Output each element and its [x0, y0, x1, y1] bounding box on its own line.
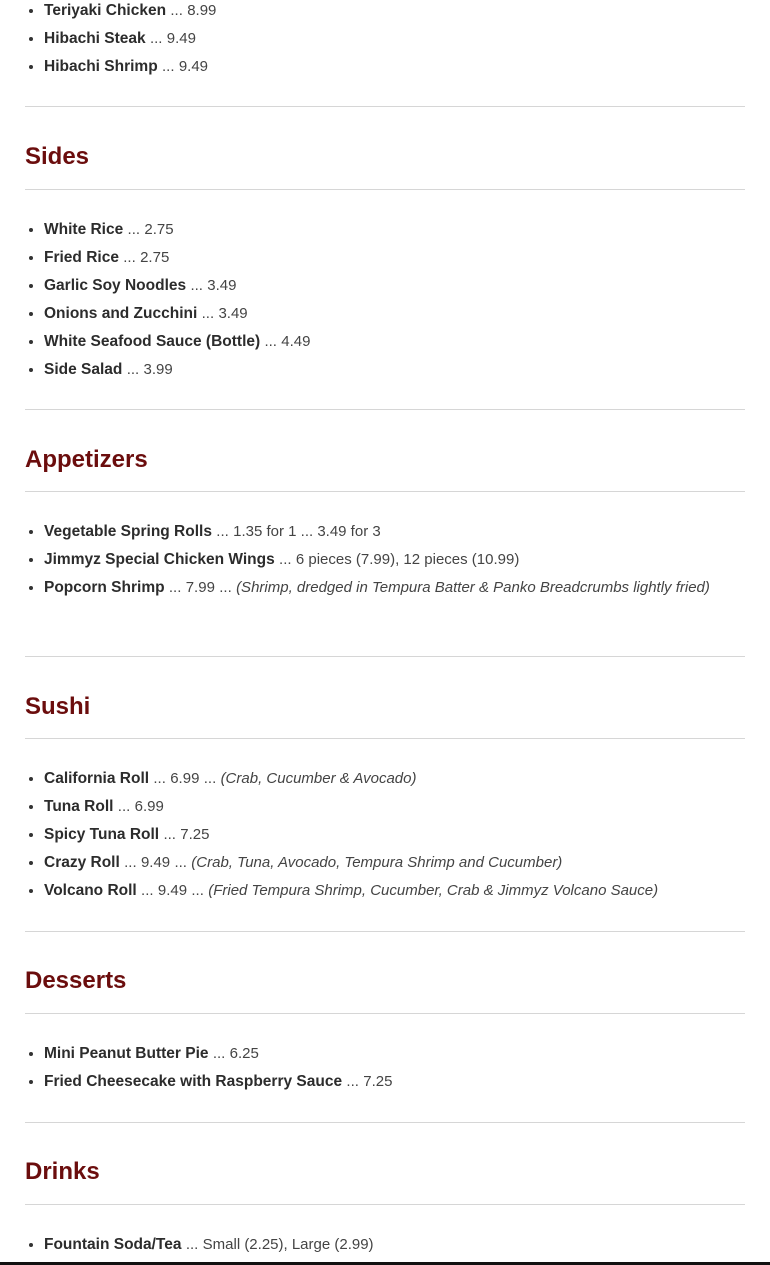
- list-item: [44, 1040, 764, 1068]
- item-name: Fried Cheesecake with Raspberry Sauce: [44, 1073, 343, 1090]
- sushi-item-list: [25, 765, 764, 905]
- section-divider: [25, 409, 745, 410]
- item-name: Popcorn Shrimp: [44, 579, 165, 596]
- list-item: [44, 793, 764, 821]
- list-item: [44, 877, 764, 905]
- list-item: [44, 53, 764, 81]
- item-name: Side Salad: [44, 361, 123, 378]
- item-name: Fried Rice: [44, 249, 119, 266]
- list-item: [44, 518, 744, 546]
- item-price: 1.35 for 1 ... 3.49 for 3: [233, 523, 381, 540]
- item-name: Hibachi Steak: [44, 30, 146, 47]
- section-title-appetizers: Appetizers: [25, 446, 148, 473]
- item-name: Vegetable Spring Rolls: [44, 523, 212, 540]
- top-item-list: [25, 0, 764, 81]
- item-price: 7.25: [363, 1073, 393, 1090]
- item-price: 3.99: [143, 361, 173, 378]
- item-separator: ...: [141, 882, 154, 899]
- list-item: [44, 765, 764, 793]
- item-separator: ...: [124, 854, 137, 871]
- item-separator: ...: [190, 277, 203, 294]
- section-divider: [25, 106, 745, 107]
- item-name: Onions and Zucchini: [44, 305, 198, 322]
- item-separator: ...: [153, 770, 166, 787]
- item-separator: ...: [203, 770, 217, 787]
- section-title-drinks: Drinks: [25, 1158, 100, 1185]
- item-separator: ...: [219, 579, 232, 596]
- list-item: [44, 300, 764, 328]
- item-description: (Crab, Tuna, Avocado, Tempura Shrimp and Cucumber): [191, 854, 563, 871]
- item-name: White Seafood Sauce (Bottle): [44, 333, 261, 350]
- section-divider: [25, 656, 745, 657]
- list-item: [44, 272, 764, 300]
- item-price: 7.99: [185, 579, 215, 596]
- item-price: 6.99: [170, 770, 200, 787]
- item-separator: ...: [126, 361, 140, 378]
- item-price: 8.99: [187, 2, 217, 19]
- section-divider: [25, 931, 745, 932]
- item-name: Teriyaki Chicken: [44, 2, 167, 19]
- item-name: Fountain Soda/Tea: [44, 1236, 182, 1253]
- item-description: (Fried Tempura Shrimp, Cucumber, Crab & Jimmyz Volcano Sauce): [208, 882, 659, 899]
- item-separator: ...: [163, 826, 176, 843]
- item-separator: ...: [185, 1236, 199, 1253]
- item-price: 9.49: [166, 30, 196, 47]
- item-separator: ...: [174, 854, 187, 871]
- item-price: Small (2.25), Large (2.99): [202, 1236, 374, 1253]
- item-separator: ...: [279, 551, 292, 568]
- drinks-item-list: [25, 1231, 764, 1259]
- section-title-sushi: Sushi: [25, 693, 91, 720]
- item-name: Tuna Roll: [44, 798, 114, 815]
- item-name: California Roll: [44, 770, 150, 787]
- item-name: Jimmyz Special Chicken Wings: [44, 551, 275, 568]
- item-name: Volcano Roll: [44, 882, 137, 899]
- item-separator: ...: [127, 221, 141, 238]
- item-separator: ...: [117, 798, 131, 815]
- item-name: Hibachi Shrimp: [44, 58, 158, 75]
- item-name: Mini Peanut Butter Pie: [44, 1045, 209, 1062]
- list-item: [44, 328, 764, 356]
- item-description: (Shrimp, dredged in Tempura Batter & Panko Breadcrumbs lightly fried): [236, 579, 710, 596]
- item-separator: ...: [346, 1073, 359, 1090]
- section-title-underline: [25, 1204, 745, 1205]
- item-separator: ...: [191, 882, 204, 899]
- desserts-item-list: [25, 1040, 764, 1096]
- section-title-underline: [25, 189, 745, 190]
- item-separator: ...: [212, 1045, 226, 1062]
- section-title-sides: Sides: [25, 143, 90, 170]
- list-item: [44, 574, 744, 602]
- list-item: [44, 25, 764, 53]
- appetizers-item-list: [25, 518, 744, 602]
- item-separator: ...: [123, 249, 136, 266]
- section-title-desserts: Desserts: [25, 967, 127, 994]
- list-item: [44, 546, 744, 574]
- item-price: 4.49: [281, 333, 311, 350]
- section-title-underline: [25, 738, 745, 739]
- section-title-underline: [25, 491, 745, 492]
- list-item: [44, 821, 764, 849]
- item-separator: ...: [149, 30, 163, 47]
- item-description: (Crab, Cucumber & Avocado): [220, 770, 417, 787]
- section-divider: [25, 1122, 745, 1123]
- list-item: [44, 244, 764, 272]
- list-item: [44, 216, 764, 244]
- item-name: White Rice: [44, 221, 124, 238]
- item-name: Crazy Roll: [44, 854, 120, 871]
- item-price: 3.49: [218, 305, 248, 322]
- item-price: 6.99: [134, 798, 164, 815]
- item-price: 9.49: [178, 58, 209, 75]
- item-name: Garlic Soy Noodles: [44, 277, 187, 294]
- list-item: [44, 849, 764, 877]
- item-separator: ...: [201, 305, 215, 322]
- list-item: [44, 0, 764, 25]
- item-price: 2.75: [140, 249, 170, 266]
- list-item: [44, 356, 764, 384]
- item-separator: ...: [216, 523, 229, 540]
- list-item: [44, 1068, 764, 1096]
- sides-item-list: [25, 216, 764, 384]
- item-price: 9.49: [140, 854, 171, 871]
- item-separator: ...: [264, 333, 277, 350]
- item-separator: ...: [170, 2, 183, 19]
- item-price: 2.75: [144, 221, 174, 238]
- item-separator: ...: [162, 58, 175, 75]
- item-price: 9.49: [157, 882, 188, 899]
- item-price: 3.49: [207, 277, 237, 294]
- item-price: 6 pieces (7.99), 12 pieces (10.99): [295, 551, 520, 568]
- item-name: Spicy Tuna Roll: [44, 826, 160, 843]
- list-item: [44, 1231, 764, 1259]
- item-price: 7.25: [180, 826, 210, 843]
- item-price: 6.25: [229, 1045, 259, 1062]
- section-title-underline: [25, 1013, 745, 1014]
- item-separator: ...: [168, 579, 182, 596]
